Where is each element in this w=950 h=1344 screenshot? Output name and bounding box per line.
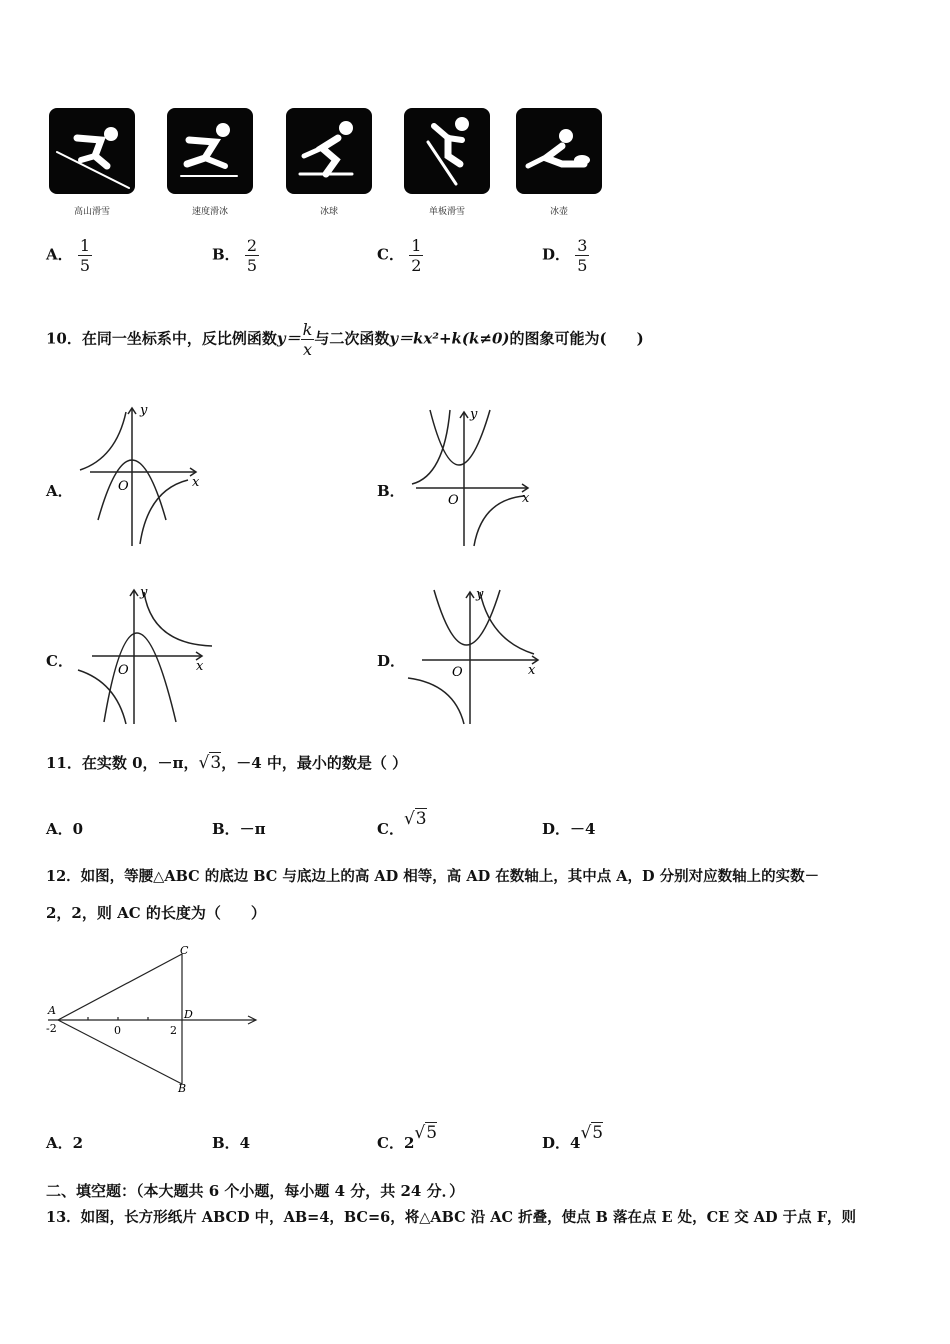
svg-text:D: D bbox=[184, 1008, 193, 1021]
q10-graph-b[interactable] bbox=[404, 400, 536, 550]
q10-option-c-label[interactable]: C． bbox=[46, 652, 73, 670]
svg-text:0: 0 bbox=[114, 1024, 121, 1037]
svg-text:A: A bbox=[48, 1004, 56, 1017]
snowboard-icon bbox=[404, 108, 490, 194]
sqrt-expression: √5 bbox=[580, 1123, 604, 1143]
fraction: $\frac{2}{5}$ bbox=[246, 236, 258, 275]
q12-stem-line2: 2，2，则 AC 的长度为（ ） bbox=[46, 904, 266, 922]
svg-text:B: B bbox=[178, 1082, 187, 1094]
icon-caption: 速度滑冰 bbox=[191, 207, 228, 217]
q13-stem: 13．如图，长方形纸片 ABCD 中，AB=4，BC=6，将△ABC 沿 AC 折叠，使点 B 落在点 E 处，CE 交 AD 于点 F，则 bbox=[46, 1209, 857, 1226]
q12-option-b[interactable]: B．4 bbox=[212, 1134, 251, 1152]
svg-text:y: y bbox=[140, 403, 148, 418]
svg-text:O: O bbox=[452, 665, 463, 680]
curling-icon bbox=[516, 108, 602, 194]
q10-option-b-label[interactable]: B． bbox=[377, 482, 405, 500]
q9-option-b[interactable]: B． $\frac{2}{5}$ bbox=[212, 236, 258, 275]
svg-text:x: x bbox=[196, 659, 204, 674]
svg-text:2: 2 bbox=[170, 1024, 177, 1037]
svg-text:O: O bbox=[118, 663, 129, 678]
q11-option-c[interactable]: C．√3 bbox=[377, 809, 427, 838]
fraction: $\frac{1}{2}$ bbox=[411, 236, 422, 275]
svg-text:x: x bbox=[528, 663, 536, 678]
svg-text:y: y bbox=[476, 587, 484, 602]
sqrt-expression: √3 bbox=[198, 753, 222, 773]
sqrt-expression: √3 bbox=[403, 809, 427, 829]
q10-graph-d[interactable] bbox=[404, 584, 548, 728]
svg-text:C: C bbox=[180, 944, 189, 957]
q11-stem: 11．在实数 0，－π，√3，－4 中，最小的数是（ ） bbox=[46, 753, 408, 773]
svg-text:y: y bbox=[470, 407, 478, 422]
svg-text:O: O bbox=[118, 479, 129, 494]
icon-caption: 高山滑雪 bbox=[73, 207, 110, 217]
q12-option-a[interactable]: A．2 bbox=[46, 1134, 84, 1152]
q12-option-d[interactable]: D．4√5 bbox=[542, 1123, 604, 1152]
q12-figure bbox=[42, 942, 262, 1094]
q10-graph-a[interactable] bbox=[76, 400, 208, 550]
svg-text:x: x bbox=[522, 491, 530, 506]
q9-option-a[interactable]: A． $\frac{1}{5}$ bbox=[46, 236, 91, 275]
sqrt-expression: √5 bbox=[414, 1123, 438, 1143]
fraction: $\frac{3}{5}$ bbox=[577, 236, 588, 275]
q11-option-a[interactable]: A．0 bbox=[46, 820, 84, 838]
q10-graph-c[interactable] bbox=[76, 584, 216, 728]
fraction: $\frac{k}{x}$ bbox=[302, 320, 313, 359]
svg-text:O: O bbox=[448, 493, 459, 508]
svg-text:-2: -2 bbox=[46, 1022, 57, 1035]
q11-option-d[interactable]: D．－4 bbox=[542, 820, 596, 838]
fraction: $\frac{1}{5}$ bbox=[79, 236, 91, 275]
ice-hockey-icon bbox=[286, 108, 372, 194]
svg-text:x: x bbox=[192, 475, 200, 490]
speed-skating-icon bbox=[167, 108, 253, 194]
q9-option-d[interactable]: D． $\frac{3}{5}$ bbox=[542, 236, 588, 275]
q10-stem: 10．在同一坐标系中，反比例函数y＝ $\frac{k}{x}$ 与二次函数y＝kx²+k(k≠0)的图象可能为( ) bbox=[46, 320, 644, 359]
alpine-skiing-icon bbox=[49, 108, 135, 194]
q12-option-c[interactable]: C．2√5 bbox=[377, 1123, 438, 1152]
icon-caption: 单板滑雪 bbox=[428, 207, 465, 217]
icon-caption: 冰球 bbox=[319, 207, 338, 217]
q10-option-a-label[interactable]: A． bbox=[46, 482, 73, 500]
icon-caption: 冰壶 bbox=[549, 207, 568, 217]
q12-stem-line1: 12．如图，等腰△ABC 的底边 BC 与底边上的高 AD 相等，高 AD 在数轴上，其中点 A，D 分别对应数轴上的实数－ bbox=[46, 868, 820, 885]
q10-option-d-label[interactable]: D． bbox=[377, 652, 406, 670]
q9-option-c[interactable]: C． $\frac{1}{2}$ bbox=[377, 236, 422, 275]
section-heading: 二、填空题：（本大题共 6 个小题，每小题 4 分，共 24 分．） bbox=[46, 1182, 465, 1200]
svg-text:y: y bbox=[140, 585, 148, 600]
q11-option-b[interactable]: B．－π bbox=[212, 820, 266, 838]
